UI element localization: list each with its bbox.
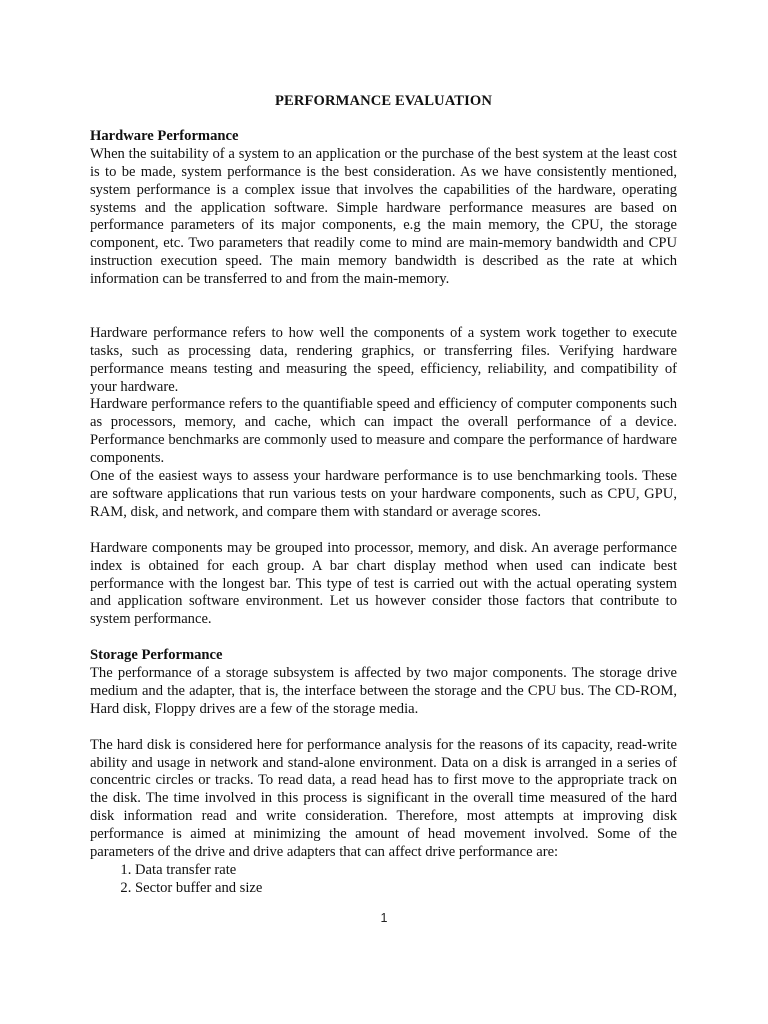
list-item: 2. Sector buffer and size — [135, 880, 677, 898]
storage-paragraph-2: The hard disk is considered here for performance analysis for the reasons of its capacity, read-write ability and usage in network and stand-alone environment. Data on a disk is arranged in a series of concentric circles or tracks. To read data, a read head has to first move to the appropriate track on the disk. The time involved in this process is significant in the overall time measured of the hard disk information read and write consideration. Therefore, most attempts at improving disk performance is aimed at minimizing the amount of head movement involved. Some of the parameters of the drive and drive adapters that can affect drive performance are: — [90, 736, 677, 861]
hardware-paragraph-3: Hardware performance refers to the quantifiable speed and efficiency of computer components such as processors, memory, and cache, which can impact the overall performance of a device. Performance benchmarks are commonly used to measure and compare the performance of hardware components. — [90, 396, 677, 467]
paragraph-spacer — [90, 719, 677, 737]
hardware-paragraph-1: When the suitability of a system to an application or the purchase of the best system at the least cost is to be made, system performance is the best consideration. As we have consistently mentioned, system performance is a complex issue that involves the capabilities of the hardware, operating systems and the application software. Simple hardware performance measures are based on performance parameters of its major components, e.g the main memory, the CPU, the storage component, etc. Two parameters that readily come to mind are main-memory bandwidth and CPU instruction execution speed. The main memory bandwidth is described as the rate at which information can be transferred to and from the main-memory. — [90, 145, 677, 288]
drive-parameters-list — [90, 862, 677, 898]
list-item: 1. Data transfer rate — [135, 862, 677, 880]
storage-performance-heading: Storage Performance — [90, 647, 223, 664]
hardware-paragraph-4: One of the easiest ways to assess your hardware performance is to use benchmarking tools. These are software applications that run various tests on your hardware components, such as CPU, GPU, RAM, disk, and network, and compare them with standard or average scores. — [90, 468, 677, 520]
page-number: 1 — [380, 911, 388, 925]
paragraph-spacer — [90, 629, 677, 647]
hardware-paragraph-2: Hardware performance refers to how well the components of a system work together to execute tasks, such as processing data, rendering graphics, or transferring files. Verifying hardware performance means testing and measuring the speed, efficiency, reliability, and compatibility of your hardware. — [90, 324, 677, 395]
document-title: PERFORMANCE EVALUATION — [275, 93, 492, 109]
document-page — [90, 93, 677, 898]
hardware-paragraph-5: Hardware components may be grouped into processor, memory, and disk. An average performance index is obtained for each group. A bar chart display method when used can indicate best performance with the longest bar. This type of test is carried out with the actual operating system and application software environment. Let us however consider those factors that contribute to system performance. — [90, 539, 677, 628]
paragraph-spacer — [90, 522, 677, 540]
storage-paragraph-1: The performance of a storage subsystem is affected by two major components. The storage drive medium and the adapter, that is, the interface between the storage and the CPU bus. The CD-ROM, Hard disk, Floppy drives are a few of the storage media. — [90, 665, 677, 717]
paragraph-spacer — [90, 289, 677, 325]
hardware-performance-heading: Hardware Performance — [90, 127, 239, 144]
